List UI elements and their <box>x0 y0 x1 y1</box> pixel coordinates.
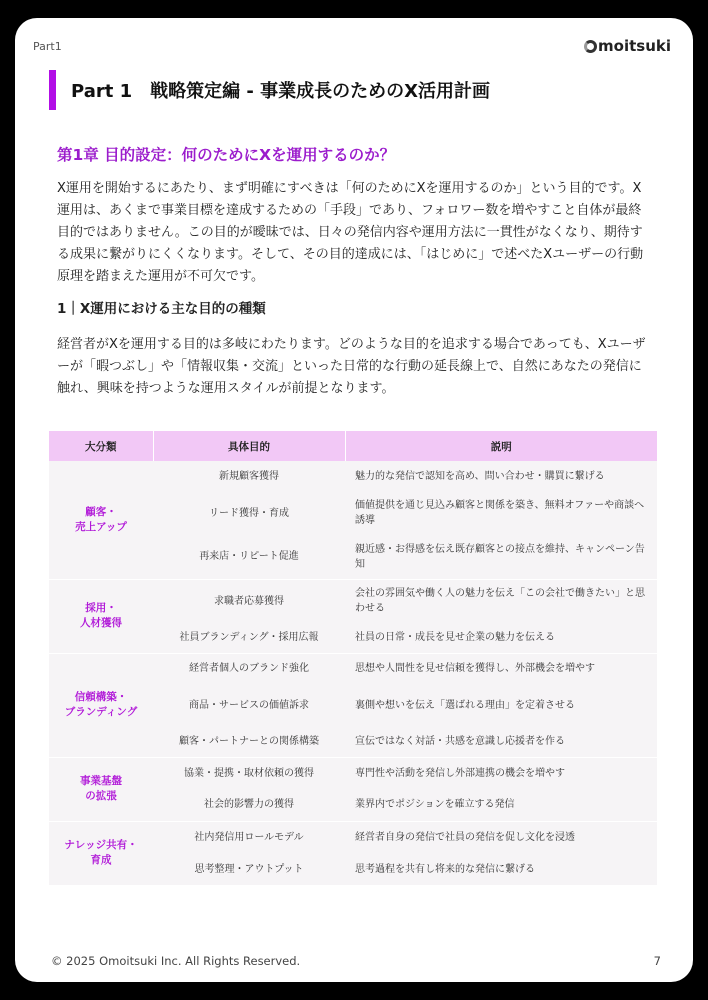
goal-cell: 新規顧客獲得 <box>219 470 279 482</box>
description-cell: 思考過程を共有し将来的な発信に繋げる <box>355 863 535 875</box>
description-cell: 魅力的な発信で認知を高め、問い合わせ・購買に繋げる <box>355 470 605 482</box>
description-cell: 社員の日常・成長を見せ企業の魅力を伝える <box>355 632 555 644</box>
goal-cell: リード獲得・育成 <box>209 507 289 519</box>
table-row <box>49 461 657 491</box>
goal-cell: 商品・サービスの価値訴求 <box>189 699 309 711</box>
goal-cell: 求職者応募獲得 <box>153 579 345 623</box>
section-paragraph: 経営者がXを運用する目的は多岐にわたります。どのような目的を追求する場合であっても、Xユーザーが「暇つぶし」や「情報収集・交流」といった日常的な行動の延長線上で、自然にあなたの発信に触れ、興味を持つような運用スタイルが前提となります。 <box>57 337 646 396</box>
page-title: Part 1 戦略策定編 - 事業成長のためのX活用計画 <box>71 81 491 102</box>
logo-o-icon <box>584 40 597 53</box>
chapter-heading: 第1章 目的設定：何のためにXを運用するのか？ <box>57 146 396 164</box>
logo <box>584 37 671 55</box>
table-row <box>49 653 657 683</box>
description-cell: 価値提供を通じ見込み顧客と関係を築き、無料オファーや商談へ誘導 <box>355 500 645 526</box>
goal-cell: 経営者個人のブランド強化 <box>153 653 345 683</box>
goal-cell: 社員ブランディング・採用広報 <box>179 632 319 644</box>
description-cell: 専門性や活動を発信し外部連携の機会を増やす <box>345 757 657 789</box>
page-number: 7 <box>653 954 661 968</box>
part-label: Part1 <box>33 40 62 53</box>
category-cell: 採用・ 人材獲得 <box>49 579 153 653</box>
table-row <box>49 821 657 853</box>
goal-cell: 思考整理・アウトプット <box>194 863 304 875</box>
intro-paragraph: X運用を開始するにあたり、まず明確にすべきは「何のためにXを運用するのか」という目的です。X運用は、あくまで事業目標を達成するための「手段」であり、フォロワー数を増やすこと自体が最終目的ではありません。この目的が曖昧では、日々の発信内容や運用方法に一貫性がなくなり、期待する成果に繋がりにくくなります。そして、その目的達成には、「はじめに」で述べたXユーザーの行動原理を踏まえた運用が不可欠です。 <box>57 181 644 284</box>
description-cell: 業界内でポジションを確立する発信 <box>355 799 515 811</box>
goal-cell: 顧客・パートナーとの関係構築 <box>179 736 319 748</box>
description-cell: 思想や人間性を見せ信頼を獲得し、外部機会を増やす <box>345 653 657 683</box>
category-cell: 事業基盤 の拡張 <box>49 757 153 821</box>
table-row <box>49 579 657 623</box>
goal-cell: 再来店・リピート促進 <box>199 551 299 563</box>
header-description: 説明 <box>345 431 657 461</box>
header-category: 大分類 <box>49 431 153 461</box>
category-cell: 信頼構築・ ブランディング <box>49 653 153 757</box>
copyright: © 2025 Omoitsuki Inc. All Rights Reserved. <box>51 954 301 968</box>
logo-text: moitsuki <box>598 37 671 55</box>
description-cell: 親近感・お得感を伝え既存顧客との接点を維持、キャンペーン告知 <box>355 543 645 570</box>
goal-cell: 社内発信用ロールモデル <box>153 821 345 853</box>
description-cell: 会社の雰囲気や働く人の魅力を伝え「この会社で働きたい」と思わせる <box>345 579 657 623</box>
goal-cell: 社会的影響力の獲得 <box>204 799 294 811</box>
description-cell: 宣伝ではなく対話・共感を意識し応援者を作る <box>355 736 565 748</box>
title-accent-bar <box>49 70 56 110</box>
category-cell: ナレッジ共有・ 育成 <box>49 821 153 885</box>
section-heading: 1｜X運用における主な目的の種類 <box>57 301 266 317</box>
goal-cell: 協業・提携・取材依頼の獲得 <box>153 757 345 789</box>
description-cell: 経営者自身の発信で社員の発信を促し文化を浸透 <box>345 821 657 853</box>
purpose-table <box>49 431 657 885</box>
document-page <box>15 18 693 982</box>
table-row <box>49 757 657 789</box>
description-cell: 裏側や想いを伝え「選ばれる理由」を定着させる <box>355 699 575 711</box>
category-cell: 顧客・ 売上アップ <box>75 505 127 533</box>
header-goal: 具体目的 <box>153 431 345 461</box>
